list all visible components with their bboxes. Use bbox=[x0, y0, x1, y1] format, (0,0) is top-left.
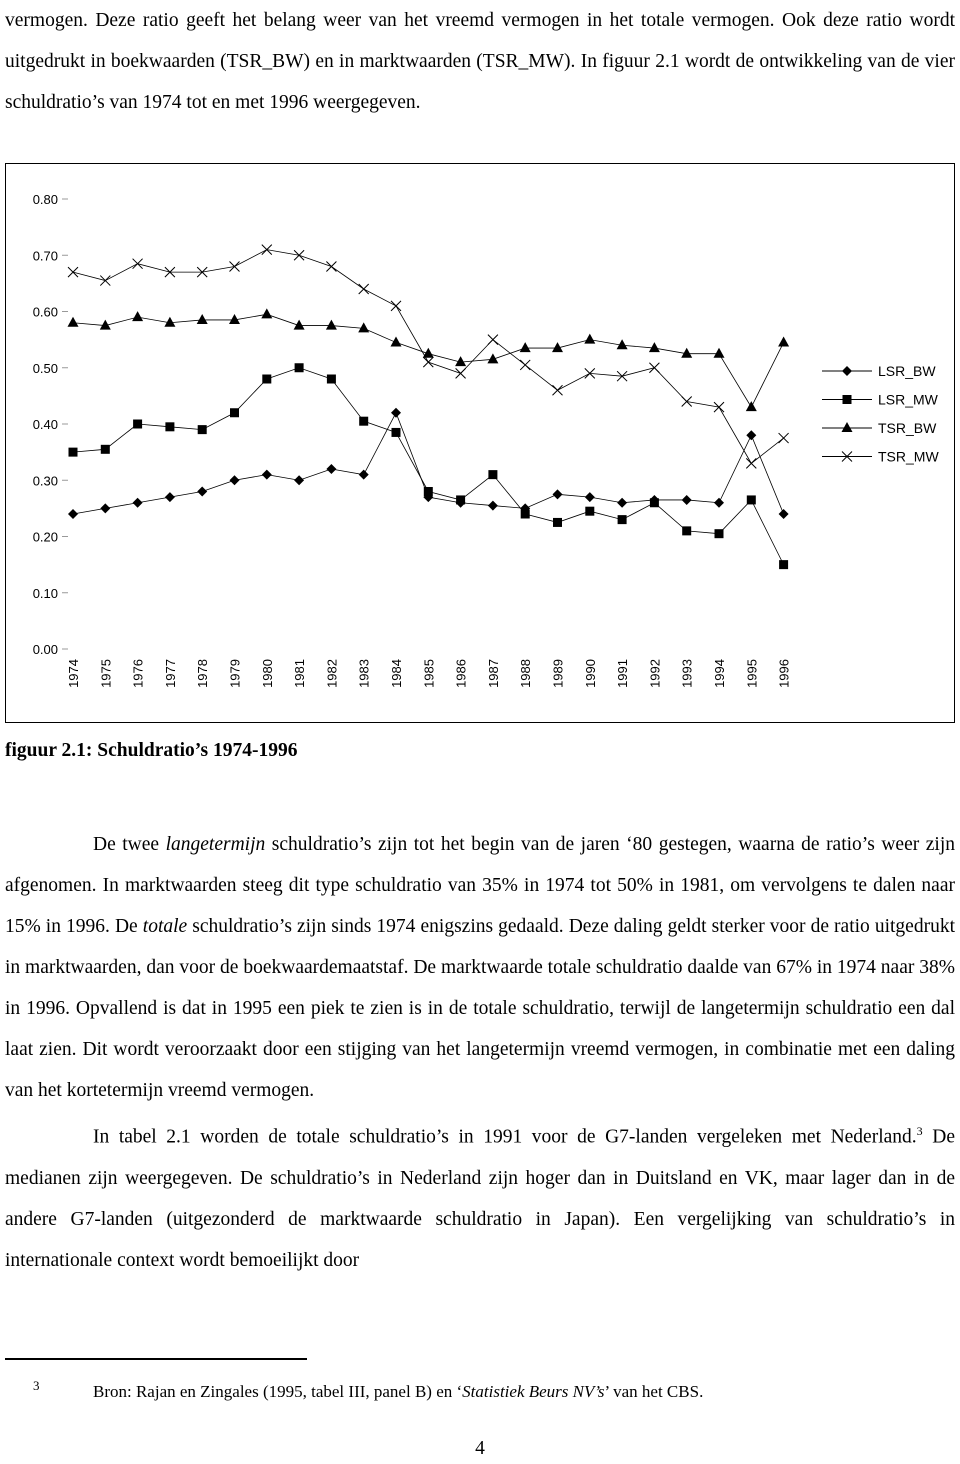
data-point-tsr_bw bbox=[261, 308, 272, 318]
data-point-lsr_bw bbox=[682, 495, 692, 505]
data-point-lsr_mw bbox=[359, 417, 368, 426]
text-run: De medianen zijn weergegeven. De schuldratio’s in Nederland zijn hoger dan in Duitsland en VK, maar lager dan in de andere G7-landen (uitgezonderd de marktwaarde schuldratio in Japan). Een vergelijking van schuldratio’s in internationale context wordt bemoeilijkt door bbox=[5, 1126, 955, 1271]
data-point-lsr_mw bbox=[230, 408, 239, 417]
data-point-lsr_bw bbox=[262, 470, 272, 480]
data-point-tsr_mw bbox=[68, 267, 78, 277]
x-tick-label: 1983 bbox=[356, 659, 372, 688]
chart-figure bbox=[5, 163, 955, 723]
y-tick-label: 0.60 bbox=[32, 304, 58, 320]
data-point-lsr_mw bbox=[553, 518, 562, 527]
data-point-tsr_bw bbox=[649, 342, 660, 352]
data-point-lsr_mw bbox=[327, 375, 336, 384]
x-tick-label: 1985 bbox=[421, 659, 437, 688]
footnote-ref: 3 bbox=[916, 1124, 923, 1138]
data-point-lsr_bw bbox=[197, 487, 207, 497]
data-point-tsr_bw bbox=[391, 336, 402, 346]
text-run: In tabel 2.1 worden de totale schuldratio’s in 1991 voor de G7-landen vergeleken met Nederland. bbox=[93, 1126, 917, 1148]
data-point-tsr_mw bbox=[714, 402, 724, 412]
data-point-lsr_mw bbox=[715, 529, 724, 538]
body-text bbox=[5, 824, 955, 1281]
footnote-text bbox=[93, 1382, 703, 1402]
data-point-tsr_bw bbox=[68, 317, 79, 327]
x-tick-label: 1977 bbox=[162, 659, 178, 688]
x-tick-label: 1984 bbox=[389, 659, 404, 688]
data-point-lsr_mw bbox=[101, 445, 110, 454]
data-point-tsr_bw bbox=[746, 401, 757, 411]
data-point-lsr_bw bbox=[488, 501, 498, 511]
footnote-run: Bron: Rajan en Zingales (1995, tabel III, panel B) en ‘ bbox=[93, 1382, 463, 1401]
x-tick-label: 1987 bbox=[485, 659, 501, 688]
data-point-tsr_mw bbox=[682, 397, 692, 407]
text-run: schuldratio’s zijn tot het begin van de jaren ‘80 gestegen, waarna de ratio’s weer zijn afgenomen. In marktwaarden steeg dit type schuldratio van 35% in 1974 tot 50% in 1981, om vervolgens te dalen naar 15% in 1996. De bbox=[5, 834, 955, 937]
x-tick-label: 1978 bbox=[195, 659, 211, 688]
x-tick-label: 1988 bbox=[518, 659, 534, 688]
data-point-tsr_mw bbox=[553, 385, 563, 395]
y-tick-label: 0.50 bbox=[32, 360, 58, 376]
data-point-tsr_mw bbox=[456, 368, 466, 378]
data-point-tsr_bw bbox=[326, 320, 337, 330]
data-point-tsr_bw bbox=[520, 342, 531, 352]
data-point-lsr_mw bbox=[295, 363, 304, 372]
text-run: De twee bbox=[93, 834, 166, 855]
data-point-lsr_mw bbox=[585, 507, 594, 516]
text-run: schuldratio’s zijn sinds 1974 enigszins gedaald. Deze daling geldt sterker voor de ratio uitgedrukt in marktwaarden, dan voor de boekwaardemaatstaf. De marktwaarde totale schuldratio daalde van 67% in 1974 naar 38% in 1996. Opvallend is dat in 1995 een piek te zien is in de totale schuldratio, terwijl de langetermijn schuldratio een dal laat zien. Dit wordt veroorzaakt door een stijging van het langetermijn vreemd vermogen, in combinatie met een daling van het kortetermijn vreemd vermogen. bbox=[5, 916, 956, 1101]
y-tick-label: 0.70 bbox=[32, 248, 58, 264]
data-point-lsr_mw bbox=[262, 375, 271, 384]
data-point-tsr_bw bbox=[584, 334, 595, 344]
data-point-lsr_mw bbox=[779, 560, 788, 569]
data-point-lsr_bw bbox=[326, 464, 336, 474]
emphasis-text: Statistiek Beurs NV’s bbox=[462, 1382, 605, 1401]
data-point-lsr_mw bbox=[165, 422, 174, 431]
data-point-lsr_bw bbox=[133, 498, 143, 508]
intro-paragraph: vermogen. Deze ratio geeft het belang weer van het vreemd vermogen in het totale vermogen. Ook deze ratio wordt uitgedrukt in boekwaarden (TSR_BW) en in marktwaarden (TSR_MW). In figuur 2.1 wordt de ontwikkeling van de vier schuldratio’s van 1974 tot en met 1996 weergegeven. bbox=[5, 10, 955, 113]
data-point-lsr_bw bbox=[359, 470, 369, 480]
body-paragraph bbox=[5, 824, 955, 1111]
x-tick-label: 1980 bbox=[259, 659, 275, 688]
data-point-tsr_bw bbox=[197, 314, 208, 324]
data-point-tsr_mw bbox=[488, 335, 498, 345]
figure-caption: figuur 2.1: Schuldratio’s 1974-1996 bbox=[5, 740, 298, 761]
legend-label: LSR_MW bbox=[878, 391, 938, 408]
y-tick-label: 0.40 bbox=[32, 417, 58, 432]
data-point-lsr_bw bbox=[391, 408, 401, 418]
data-point-lsr_mw bbox=[682, 526, 691, 535]
body-paragraph bbox=[5, 1111, 955, 1281]
data-point-lsr_mw bbox=[747, 495, 756, 504]
data-point-lsr_mw bbox=[650, 498, 659, 507]
series-line-lsr_mw bbox=[73, 368, 784, 565]
legend-label: LSR_BW bbox=[878, 363, 936, 379]
footnote-rule bbox=[5, 1358, 307, 1360]
x-tick-label: 1989 bbox=[550, 659, 566, 688]
data-point-tsr_mw bbox=[326, 262, 336, 272]
x-tick-label: 1982 bbox=[324, 659, 340, 688]
data-point-lsr_bw bbox=[230, 475, 240, 485]
data-point-lsr_bw bbox=[746, 430, 756, 440]
x-tick-label: 1996 bbox=[776, 659, 792, 688]
data-point-tsr_mw bbox=[294, 250, 304, 260]
x-tick-label: 1991 bbox=[615, 659, 631, 688]
data-point-tsr_mw bbox=[779, 433, 789, 443]
data-point-lsr_mw bbox=[618, 515, 627, 524]
data-point-lsr_bw bbox=[779, 509, 789, 519]
emphasis-text: langetermijn bbox=[165, 834, 266, 855]
intro-text bbox=[5, 0, 955, 123]
data-point-tsr_mw bbox=[391, 301, 401, 311]
series-line-tsr_bw bbox=[73, 314, 784, 407]
data-point-tsr_bw bbox=[714, 348, 725, 358]
data-point-lsr_mw bbox=[521, 510, 530, 519]
data-point-tsr_mw bbox=[746, 458, 756, 468]
footnote-mark: 3 bbox=[33, 1378, 40, 1393]
emphasis-text: totale bbox=[142, 916, 188, 937]
data-point-lsr_bw bbox=[294, 475, 304, 485]
data-point-lsr_mw bbox=[456, 495, 465, 504]
y-tick-label: 0.20 bbox=[32, 529, 58, 545]
data-point-lsr_mw bbox=[69, 448, 78, 457]
data-point-tsr_mw bbox=[423, 357, 433, 367]
legend-label: TSR_MW bbox=[878, 448, 939, 465]
data-point-lsr_bw bbox=[714, 498, 724, 508]
data-point-tsr_bw bbox=[358, 322, 369, 332]
data-point-lsr_mw bbox=[198, 425, 207, 434]
data-point-lsr_mw bbox=[488, 470, 497, 479]
x-tick-label: 1976 bbox=[130, 659, 146, 688]
data-point-tsr_mw bbox=[520, 360, 530, 370]
data-point-lsr_bw bbox=[100, 503, 110, 513]
x-tick-label: 1995 bbox=[744, 659, 760, 688]
data-point-tsr_mw bbox=[100, 276, 110, 286]
x-tick-label: 1992 bbox=[647, 659, 663, 688]
data-point-lsr_bw bbox=[553, 489, 563, 499]
data-point-lsr_mw bbox=[392, 428, 401, 437]
page-number: 4 bbox=[475, 1438, 485, 1459]
data-point-tsr_mw bbox=[649, 363, 659, 373]
x-tick-label: 1986 bbox=[453, 659, 469, 688]
legend-marker bbox=[842, 366, 852, 376]
data-point-lsr_bw bbox=[165, 492, 175, 502]
data-point-lsr_mw bbox=[424, 487, 433, 496]
y-tick-label: 0.80 bbox=[32, 192, 58, 207]
legend-marker bbox=[842, 422, 853, 432]
data-point-tsr_mw bbox=[359, 284, 369, 294]
data-point-tsr_bw bbox=[132, 311, 143, 321]
data-point-tsr_mw bbox=[230, 262, 240, 272]
data-point-lsr_mw bbox=[133, 420, 142, 429]
x-tick-label: 1994 bbox=[712, 659, 727, 688]
data-point-lsr_bw bbox=[68, 509, 78, 519]
footnote-run: ’ van het CBS. bbox=[604, 1382, 704, 1401]
data-point-tsr_mw bbox=[133, 259, 143, 269]
x-tick-label: 1975 bbox=[98, 659, 114, 688]
legend-label: TSR_BW bbox=[878, 420, 937, 436]
y-tick-label: 0.10 bbox=[32, 585, 58, 601]
x-tick-label: 1979 bbox=[227, 659, 243, 688]
x-tick-label: 1974 bbox=[66, 659, 81, 688]
legend-marker bbox=[843, 395, 852, 404]
debt-ratio-chart bbox=[6, 164, 954, 722]
data-point-lsr_bw bbox=[585, 492, 595, 502]
data-point-lsr_bw bbox=[617, 498, 627, 508]
x-tick-label: 1990 bbox=[582, 659, 598, 688]
data-point-tsr_mw bbox=[262, 245, 272, 255]
y-tick-label: 0.00 bbox=[32, 642, 58, 657]
data-point-tsr_bw bbox=[778, 336, 789, 346]
y-tick-label: 0.30 bbox=[32, 473, 58, 489]
x-tick-label: 1981 bbox=[292, 659, 308, 688]
x-tick-label: 1993 bbox=[679, 659, 695, 688]
